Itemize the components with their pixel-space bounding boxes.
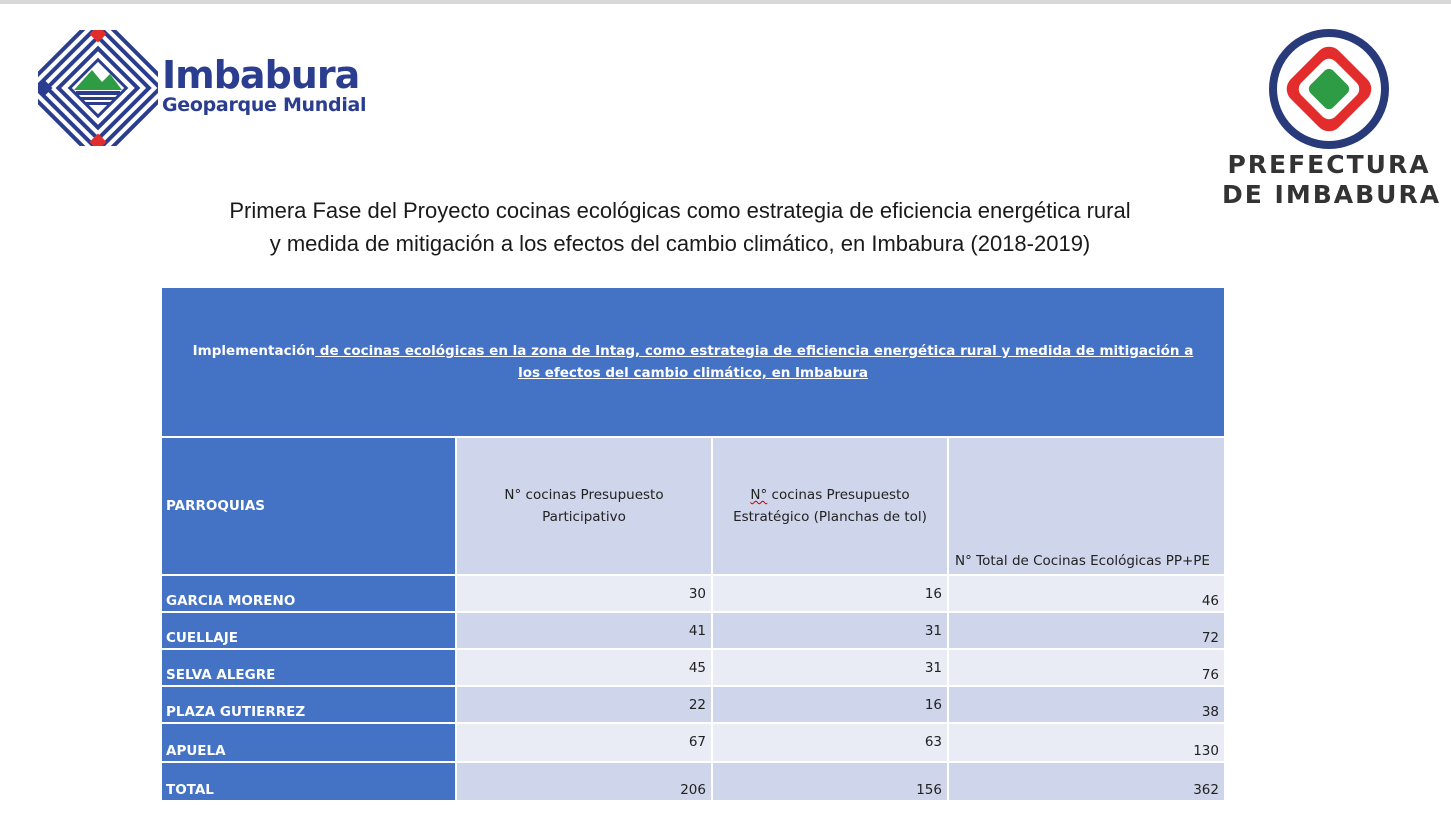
total-label: TOTAL — [161, 762, 456, 801]
cell-pe: 63 — [712, 723, 948, 762]
header-presupuesto-estrategico — [712, 437, 948, 575]
cell-pe: 31 — [712, 612, 948, 649]
cell-pp: 30 — [456, 575, 712, 612]
header-pp-line1: N° cocinas Presupuesto — [504, 487, 664, 503]
geoparque-emblem-icon — [38, 30, 158, 146]
prefectura-logo — [1222, 26, 1442, 216]
header-total: N° Total de Cocinas Ecológicas PP+PE — [948, 437, 1225, 575]
prefectura-name-line2: DE IMBABURA — [1222, 180, 1442, 209]
header-pe-line2: Estratégico (Planchas de tol) — [733, 509, 927, 525]
header-pe-n: N° — [750, 487, 768, 503]
row-parroquia: PLAZA GUTIERREZ — [161, 686, 456, 723]
total-pe: 156 — [712, 762, 948, 801]
geoparque-name: Imbabura — [162, 53, 360, 97]
cell-pe: 16 — [712, 686, 948, 723]
row-parroquia: CUELLAJE — [161, 612, 456, 649]
cell-pe: 16 — [712, 575, 948, 612]
prefectura-emblem-icon — [1266, 26, 1392, 152]
row-parroquia: GARCIA MORENO — [161, 575, 456, 612]
prefectura-name-line1: PREFECTURA — [1227, 150, 1431, 179]
cell-total: 46 — [948, 575, 1225, 612]
header-presupuesto-participativo — [456, 437, 712, 575]
table-header-row — [161, 437, 1225, 575]
table-banner — [161, 287, 1225, 437]
table-total-row — [161, 762, 1225, 801]
header-parroquias: PARROQUIAS — [161, 437, 456, 575]
cell-total: 130 — [948, 723, 1225, 762]
geoparque-subtitle: Geoparque Mundial — [162, 94, 367, 116]
banner-lead: Implementación — [192, 343, 316, 359]
cell-pe: 31 — [712, 649, 948, 686]
cell-total: 72 — [948, 612, 1225, 649]
table-row — [161, 575, 1225, 612]
geoparque-logo — [38, 30, 398, 146]
cocinas-table — [160, 286, 1226, 802]
page-title: Primera Fase del Proyecto cocinas ecológicas como estrategia de eficiencia energética rural y medida de mitigación a los efectos del cambio climático, en Imbabura (2018-2019) — [229, 198, 1131, 256]
cell-total: 38 — [948, 686, 1225, 723]
table-row — [161, 649, 1225, 686]
cell-pp: 41 — [456, 612, 712, 649]
top-border — [0, 0, 1451, 4]
row-parroquia: SELVA ALEGRE — [161, 649, 456, 686]
cell-pp: 67 — [456, 723, 712, 762]
banner-underlined-text: de cocinas ecológicas en la zona de Intag, como estrategia de eficiencia energética rural y medida de mitigación a los efectos del cambio climático, en Imbabura — [315, 343, 1194, 381]
cell-pp: 22 — [456, 686, 712, 723]
table-banner-row — [161, 287, 1225, 437]
cell-total: 76 — [948, 649, 1225, 686]
total-pp: 206 — [456, 762, 712, 801]
table-row — [161, 612, 1225, 649]
header-pe-line1: cocinas Presupuesto — [767, 487, 910, 503]
total-cocinas: 362 — [948, 762, 1225, 801]
row-parroquia: APUELA — [161, 723, 456, 762]
cell-pp: 45 — [456, 649, 712, 686]
table-row — [161, 723, 1225, 762]
header-pp-line2: Participativo — [542, 509, 626, 525]
table-row — [161, 686, 1225, 723]
